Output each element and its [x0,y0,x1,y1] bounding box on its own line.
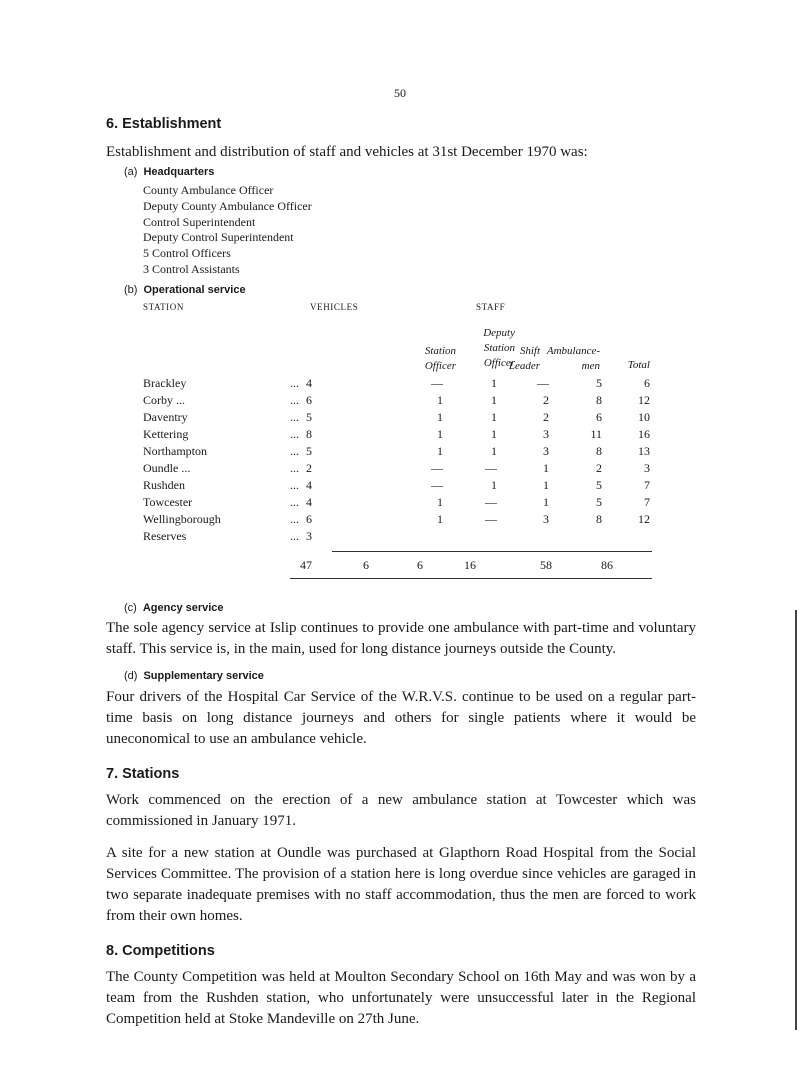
column-header-line: Station [483,342,515,354]
vehicles-cell: 4 [306,376,312,390]
ambulancemen-cell: 11 [590,427,602,441]
leader-dots: ... [290,410,299,424]
column-header-line: Deputy [483,327,515,339]
column-header-line: Shift [519,345,540,357]
hq-item: Control Superintendent [143,214,256,229]
supplementary-service-text: Four drivers of the Hospital Car Service of the W.R.V.S. continue to be used on a regular part-time basis on long distance journeys and others for single patients where it would be uneconomical to use an ambulance vehicle. [106,689,696,747]
deputy-station-officer-cell: 1 [491,410,497,424]
section-6-intro: Establishment and distribution of staff and vehicles at 31st December 1970 was: [106,144,588,160]
column-header-total: Total [627,359,650,371]
vehicles-cell: 4 [306,495,312,509]
table-row [0,444,800,460]
grand-total: 86 [601,558,613,572]
total-cell: 12 [638,393,650,407]
table-row [0,461,800,477]
station-officer-cell: 1 [437,495,443,509]
table-row [0,376,800,392]
hq-item: Deputy Control Superintendent [143,230,294,245]
ambulancemen-cell: 5 [596,478,602,492]
table-row [0,529,800,545]
subsection-c-label: (c) [124,602,137,614]
deputy-station-officer-cell: — [485,512,497,526]
subsection-a-label: (a) [124,166,138,178]
ambulancemen-cell: 8 [596,444,602,458]
shift-leader-cell: — [537,376,549,390]
subsection-d-title: Supplementary service [143,670,264,682]
column-header-line: Leader [508,360,540,372]
table-row [0,478,800,494]
deputy-station-officer-cell: 1 [491,393,497,407]
deputy-station-officer-cell: 1 [491,427,497,441]
leader-dots: ... [290,495,299,509]
station-name: Northampton [143,444,207,458]
total-cell: 7 [644,478,650,492]
station-officer-cell: — [431,478,443,492]
deputy-station-officer-cell: 1 [491,444,497,458]
subsection-d-label: (d) [124,670,138,682]
ambulancemen-cell: 8 [596,512,602,526]
column-header-line: Station [424,345,456,357]
table-header-staff: STAFF [476,302,506,312]
station-name: Brackley [143,376,187,390]
station-name: Reserves [143,529,187,543]
total-cell: 12 [638,512,650,526]
ambulancemen-cell: 6 [596,410,602,424]
column-header-line: men [581,360,600,372]
table-row [0,410,800,426]
vehicles-cell: 3 [306,529,312,543]
leader-dots: ... [290,529,299,543]
shift-leader-cell: 3 [543,512,549,526]
vehicles-cell: 5 [306,410,312,424]
totals-top-rule [332,551,652,552]
subsection-a-title: Headquarters [143,166,215,178]
totals-bottom-rule [290,578,652,579]
total-cell: 10 [638,410,650,424]
station-name: Oundle ... [143,461,191,475]
deputy-station-officer-cell: 1 [491,478,497,492]
station-name: Towcester [143,495,193,509]
deputy-station-officer-cell: — [485,495,497,509]
page-edge-line [795,610,797,1030]
subsection-a-heading [124,166,214,178]
leader-dots: ... [290,512,299,526]
total-cell: 16 [638,427,650,441]
leader-dots: ... [290,376,299,390]
table-row [0,427,800,443]
total-cell: 7 [644,495,650,509]
shift-leader-cell: 1 [543,495,549,509]
vehicles-cell: 2 [306,461,312,475]
table-row [0,393,800,409]
ambulancemen-cell: 5 [596,376,602,390]
competitions-paragraph: The County Competition was held at Moulton Secondary School on 16th May and was won by a team from the Rushden station, who unfortunately were unsuccessful later in the Regional Competition held at Stoke Mandeville on 27th June. [106,969,696,1027]
subsection-b-label: (b) [124,284,138,296]
stations-paragraph-2: A site for a new station at Oundle was purchased at Glapthorn Road Hospital from the Social Services Committee. The provision of a station here is long overdue since vehicles are garaged in two separate inadequate premises with no staff accommodation, thus the men are forced to work from their own homes. [106,845,696,924]
agency-service-text: The sole agency service at Islip continues to provide one ambulance with part-time and voluntary staff. This service is, in the main, used for long distance journeys outside the County. [106,620,696,657]
shift-leader-cell: 3 [543,444,549,458]
hq-item: 3 Control Assistants [143,261,240,276]
shift-leader-cell: 2 [543,393,549,407]
deputy-station-officer-cell: 1 [491,376,497,390]
leader-dots: ... [290,444,299,458]
hq-item: 5 Control Officers [143,246,231,261]
leader-dots: ... [290,461,299,475]
leader-dots: ... [290,427,299,441]
station-officer-cell: 1 [437,427,443,441]
vehicles-cell: 6 [306,512,312,526]
column-header-station-officer [400,344,456,374]
shift-leader-total: 16 [464,558,476,572]
subsection-d-heading [124,670,264,682]
subsection-b-heading [124,284,246,296]
station-officer-cell: — [431,461,443,475]
shift-leader-cell: 3 [543,427,549,441]
shift-leader-cell: 2 [543,410,549,424]
subsection-c-heading [124,602,224,614]
station-name: Corby ... [143,393,185,407]
totals-row [0,558,800,574]
station-officer-cell: 1 [437,410,443,424]
station-name: Wellingborough [143,512,221,526]
column-header-line: Officer [483,357,515,369]
table-header-vehicles: VEHICLES [310,302,359,312]
station-name: Kettering [143,427,189,441]
deputy-station-officer-total: 6 [417,558,423,572]
vehicles-total: 47 [300,558,312,572]
station-officer-cell: — [431,376,443,390]
station-officer-cell: 1 [437,512,443,526]
vehicles-cell: 5 [306,444,312,458]
shift-leader-cell: 1 [543,461,549,475]
table-header-station: STATION [143,302,184,312]
page-number: 50 [394,86,406,100]
stations-paragraph-1: Work commenced on the erection of a new ambulance station at Towcester which was commissioned in January 1971. [106,792,696,829]
ambulancemen-cell: 2 [596,461,602,475]
vehicles-cell: 4 [306,478,312,492]
subsection-b-title: Operational service [143,284,246,296]
total-cell: 3 [644,461,650,475]
section-6-heading: 6. Establishment [106,116,222,132]
hq-item: County Ambulance Officer [143,183,274,197]
station-officer-cell: 1 [437,444,443,458]
table-row [0,495,800,511]
section-7-heading: 7. Stations [106,766,180,782]
shift-leader-cell: 1 [543,478,549,492]
leader-dots: ... [290,393,299,407]
ambulancemen-cell: 8 [596,393,602,407]
hq-item: Deputy County Ambulance Officer [143,198,312,213]
station-name: Rushden [143,478,185,492]
column-header-line: Officer [424,360,456,372]
table-row [0,512,800,528]
ambulancemen-total: 58 [540,558,552,572]
leader-dots: ... [290,478,299,492]
vehicles-cell: 6 [306,393,312,407]
vehicles-cell: 8 [306,427,312,441]
station-officer-cell: 1 [437,393,443,407]
column-header-line: Ambulance- [546,345,600,357]
total-cell: 13 [638,444,650,458]
section-8-heading: 8. Competitions [106,943,215,959]
subsection-c-title: Agency service [142,602,224,614]
ambulancemen-cell: 5 [596,495,602,509]
headquarters-list [143,183,312,278]
station-officer-total: 6 [363,558,369,572]
station-name: Daventry [143,410,188,424]
deputy-station-officer-cell: — [485,461,497,475]
total-cell: 6 [644,376,650,390]
